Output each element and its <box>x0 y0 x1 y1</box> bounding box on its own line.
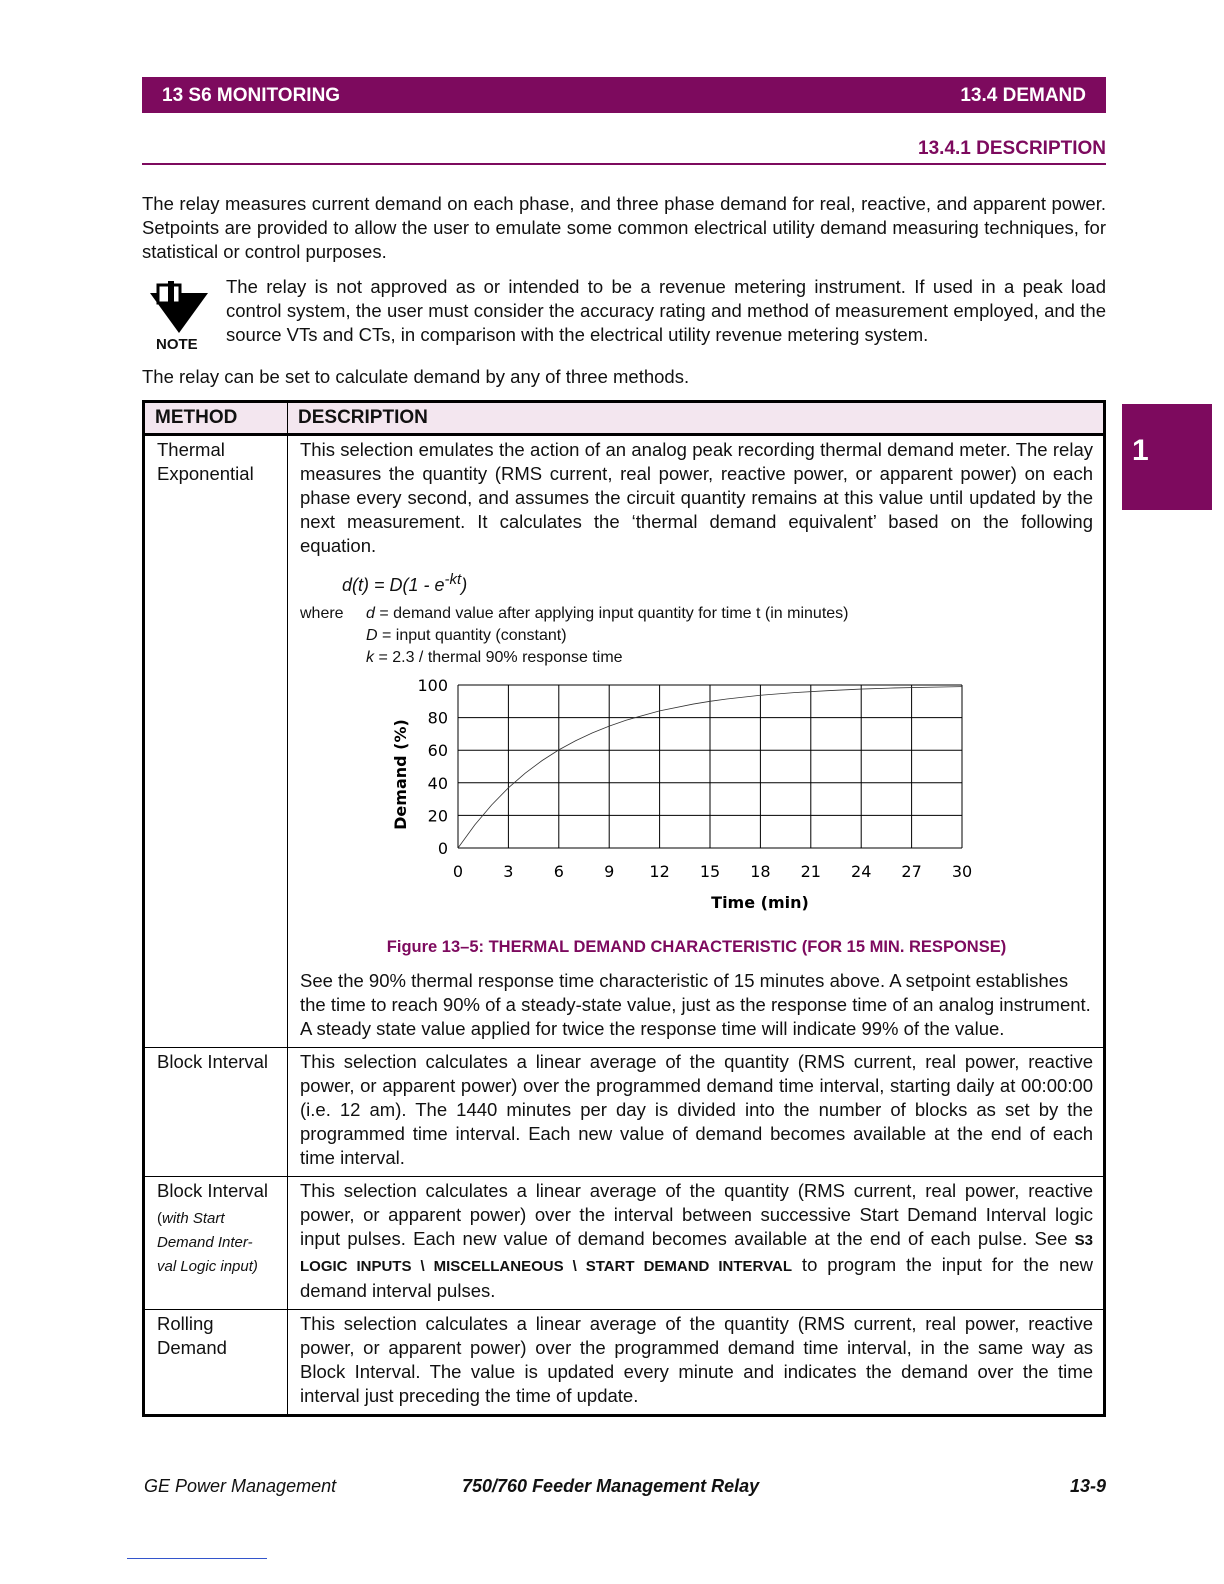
method-cell <box>144 435 288 1048</box>
note-label: NOTE <box>156 336 198 353</box>
equation-main: d(t) = D(1 - e <box>342 575 445 595</box>
description-cell <box>288 435 1105 1048</box>
x-tick-label: 24 <box>851 862 872 881</box>
legend-text: = demand value after applying input quantity for time t (in minutes) <box>374 605 849 622</box>
method-thermal-line1: Thermal <box>157 439 225 460</box>
subsection-title: 13.4.1 DESCRIPTION <box>918 138 1106 159</box>
table-header-row <box>144 402 1105 435</box>
block-start-description-end: to program the input for the new demand interval pulses. <box>300 1254 1093 1301</box>
x-tick-label: 9 <box>604 862 615 881</box>
legend-line <box>366 603 849 625</box>
y-tick-label: 100 <box>417 676 448 695</box>
legend-symbol: d <box>366 605 375 622</box>
legend-text: = input quantity (constant) <box>377 627 567 644</box>
x-tick-label: 6 <box>553 862 564 881</box>
method-note-line: with Start <box>162 1210 225 1227</box>
equation-close: ) <box>461 575 468 595</box>
legend-symbol: k <box>366 649 374 666</box>
x-tick-label: 12 <box>649 862 670 881</box>
legend-symbol: D <box>366 627 378 644</box>
footer-page-number: 13-9 <box>1069 1476 1106 1496</box>
where-label: where <box>300 605 344 622</box>
side-tab-label: 1 <box>1132 434 1149 467</box>
method-cell: Block Interval <box>144 1048 288 1177</box>
description-column-header: DESCRIPTION <box>288 402 1105 435</box>
method-cell <box>144 1177 288 1310</box>
block-start-description: This selection calculates a linear average of the quantity (RMS current, real power, reactive power, or apparent power) over the interval between successive Start Demand Interval logic input pulses. Each new value of demand becomes available at the end of each pulse. See <box>300 1180 1093 1249</box>
methods-intro: The relay can be set to calculate demand by any of three methods. <box>142 366 690 387</box>
method-note-paren: ( <box>157 1210 162 1227</box>
table-row-rolling <box>144 1310 1105 1416</box>
description-cell <box>288 1177 1105 1310</box>
rolling-description: This selection calculates a linear average of the quantity (RMS current, real power, reactive power, or apparent power) over the programmed demand time interval, in the same way as Block Interval. The value is updated every minute and indicates the demand over the time interval just preceding the time of update. <box>288 1310 1105 1416</box>
equation-exponent: -kt <box>444 571 462 588</box>
equation-legend <box>300 603 1093 673</box>
x-tick-label: 30 <box>951 862 973 881</box>
header-bar <box>142 77 1106 113</box>
footer-company: GE Power Management <box>144 1476 337 1496</box>
thermal-equation <box>342 568 1093 597</box>
thermal-demand-chart <box>300 673 1080 927</box>
method-note <box>157 1207 277 1231</box>
y-tick-label: 0 <box>437 839 448 858</box>
method-note-line: val Logic input) <box>157 1258 258 1275</box>
thermal-chart-container <box>300 673 1093 927</box>
setpoint-path: S3 LOGIC INPUTS \ MISCELLANEOUS \ START DEMAND INTERVAL <box>300 1232 1093 1275</box>
y-axis-label: Demand (%) <box>391 719 410 830</box>
y-tick-label: 20 <box>427 806 448 826</box>
x-tick-label: 21 <box>800 862 821 881</box>
method-cell <box>144 1310 288 1416</box>
thermal-after-figure: See the 90% thermal response time characteristic of 15 minutes above. A setpoint establishes the time to reach 90% of a steady-state value, just as the response time of an analog instrument. A steady state value applied for twice the response time will indicate 99% of the value. <box>300 970 1091 1039</box>
note-text: The relay is not approved as or intended to be a revenue metering instrument. If used in a peak load control system, the user must consider the accuracy rating and method of measurement employed, and the source VTs and CTs, in comparison with the electrical utility revenue metering system. <box>226 276 1106 345</box>
method-rolling-line1: Rolling <box>157 1313 214 1334</box>
method-thermal-line2: Exponential <box>157 463 254 484</box>
methods-table <box>142 400 1106 1417</box>
y-tick-label: 60 <box>427 741 448 761</box>
table-row-block <box>144 1048 1105 1177</box>
x-tick-label: 0 <box>452 862 464 881</box>
x-tick-label: 27 <box>901 862 922 881</box>
section-rule <box>142 163 1106 165</box>
bottom-link-underline <box>127 1558 267 1559</box>
method-note-line: Demand Inter- <box>157 1234 253 1251</box>
y-tick-label: 40 <box>427 773 448 793</box>
y-tick-label: 80 <box>427 708 448 728</box>
x-axis-label: Time (min) <box>711 893 809 912</box>
legend-text: = 2.3 / thermal 90% response time <box>374 649 623 666</box>
block-description: This selection calculates a linear average of the quantity (RMS current, real power, reactive power, or apparent power) over the programmed demand time interval, starting daily at 00:00:00 (i.e. 12 am). The 1440 minutes per day is divided into the number of blocks as set by the programmed time interval. Each new value of demand becomes available at the end of each time interval. <box>288 1048 1105 1177</box>
legend-line <box>366 647 623 669</box>
section-title: 13.4 DEMAND <box>960 85 1086 106</box>
thermal-description: This selection emulates the action of an analog peak recording thermal demand meter. The relay measures the quantity (RMS current, real power, reactive power, or apparent power) on each phase every second, and assumes the circuit quantity remains at this value until updated by the next measurement. It calculates the ‘thermal demand equivalent’ based on the following equation. <box>300 439 1093 556</box>
legend-line <box>366 625 567 647</box>
x-tick-label: 3 <box>503 862 514 881</box>
chapter-side-tab <box>1122 404 1212 510</box>
method-rolling-line2: Demand <box>157 1337 227 1358</box>
method-column-header: METHOD <box>144 402 288 435</box>
method-block-start-title: Block Interval <box>157 1180 269 1201</box>
x-tick-label: 15 <box>699 862 721 881</box>
intro-paragraph: The relay measures current demand on each phase, and three phase demand for real, reactive, and apparent power. Setpoints are provided to allow the user to emulate some common electrical utility demand measuring techniques, for statistical or control purposes. <box>142 193 1106 262</box>
table-row-block-start <box>144 1177 1105 1310</box>
table-row-thermal <box>144 435 1105 1048</box>
footer-product: 750/760 Feeder Management Relay <box>462 1476 760 1496</box>
x-tick-label: 18 <box>750 862 771 881</box>
figure-caption: Figure 13–5: THERMAL DEMAND CHARACTERISTIC (FOR 15 MIN. RESPONSE) <box>386 938 1007 956</box>
chapter-title: 13 S6 MONITORING <box>162 85 341 106</box>
